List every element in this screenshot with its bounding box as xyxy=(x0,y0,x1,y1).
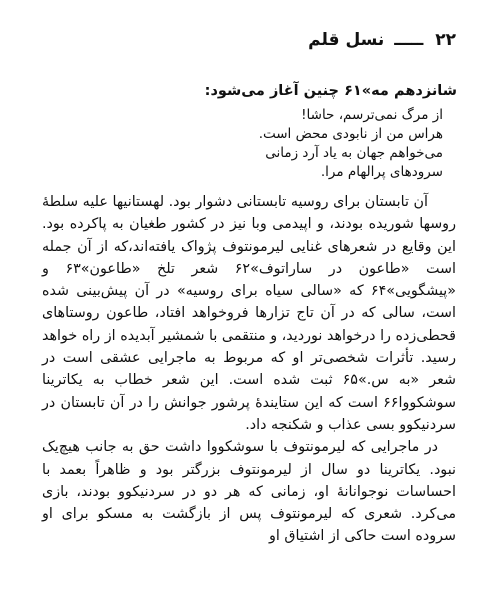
poem-intro: شانزدهم مه»۶۱ چنین آغاز می‌شود: xyxy=(204,83,457,99)
poem-line: از مرگ نمی‌ترسم، حاشا! xyxy=(301,107,443,123)
running-header xyxy=(308,30,456,50)
poem-line: سرودهای پرالهام مرا. xyxy=(320,164,443,180)
poem-block xyxy=(259,106,443,182)
book-title: نسل قلم xyxy=(308,30,385,50)
body-text xyxy=(42,191,456,548)
poem-line: هراس من از نابودی محض است. xyxy=(258,126,443,142)
paragraph: آن تابستان برای روسیه تابستانی دشوار بود. لهستانیها علیه سلطهٔ روسها شوریده بودند، و اپیدمی وبا نیز در کشور طغیان به پاکرده بود. این وقایع در شعرهای غنایی لیرمونتوف پژواک یافته‌اند،که از آن جمله است «طاعون در ساراتوف»۶۲ شعر تلخ «طاعون»۶۳ و «پیشگویی»۶۴ که «سالی سیاه برای روسیه» در آن پیش‌بینی شده است، سالی که در آن تاج تزارها فروخواهد افتاد، طاعون روستاهای قحطی‌زده را درخواهد نوردید، و منتقمی با شمشیر آبدیده از راه خواهد رسید. تأثرات شخصی‌تر او که مربوط به ماجرایی عشقی است در شعر «به س.»۶۵ ثبت شده است. این شعر خطاب به یکاترینا سوشکووا۶۶ است که این ستایندهٔ پرشور جوانش را در آن تابستان در سردنیکوو بسی عذاب و شکنجه داد. xyxy=(42,194,457,433)
page-number: ۲۲ xyxy=(435,30,456,50)
header-dash: ـــــ xyxy=(394,30,424,50)
paragraph: در ماجرایی که لیرمونتوف با سوشکووا داشت حق به جانب هیچ‌یک نبود. یکاترینا دو سال از لیرمونتوف بزرگتر بود و ظاهراً بعمد با احساسات نوجوانانهٔ او، زمانی که هر دو در سردنیکوو بودند، بازی می‌کرد. شعری که لیرمونتوف پس از بازگشت به مسکو برای او سروده است حاکی از اشتیاق او xyxy=(42,439,456,545)
poem-line: می‌خواهم جهان به یاد آرد زمانی xyxy=(265,145,443,161)
